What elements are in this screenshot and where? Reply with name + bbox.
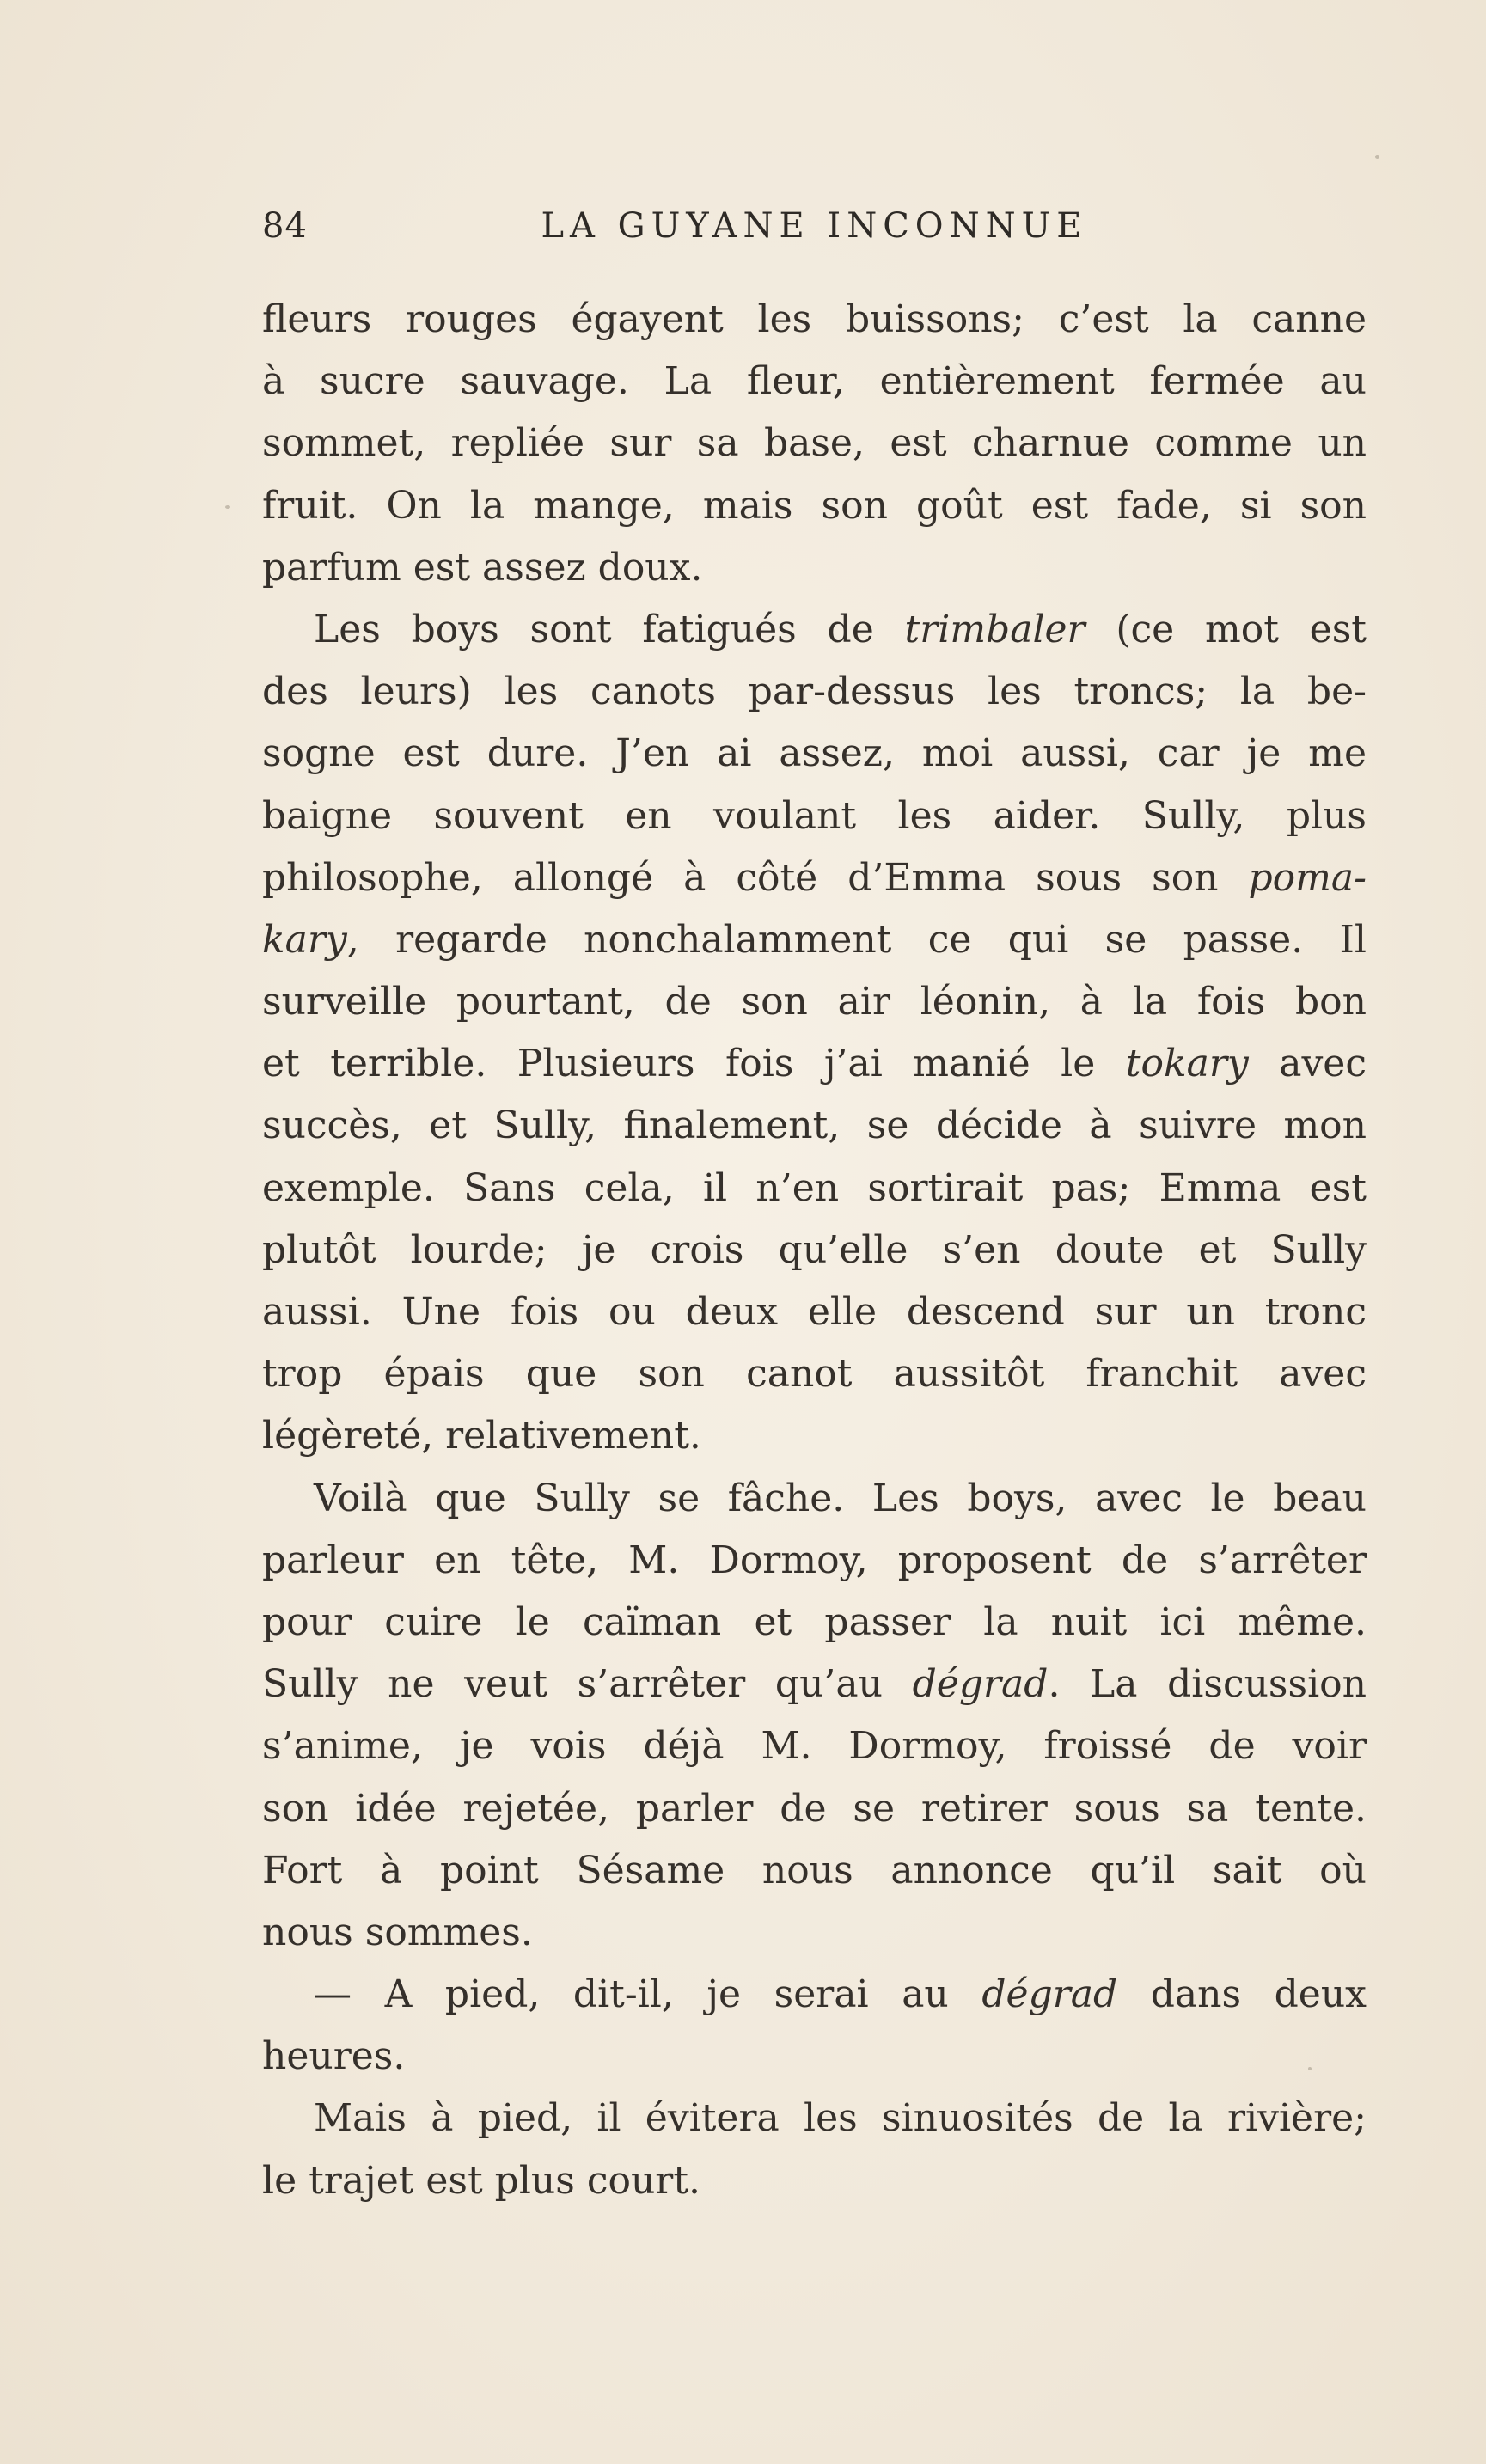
text-line: — A pied, dit-il, je serai au dégrad dans deux [314,1972,1367,2017]
italic-word: kary [262,917,347,962]
text-line: trop épais que son canot aussitôt franchit avec [262,1352,1367,1397]
body-text [262,289,1367,2212]
text-line: nous sommes. [262,1910,533,1954]
text-line: fruit. On la mange, mais son goût est fade, si son [262,483,1367,528]
text-line: des leurs) les canots par-dessus les troncs; la be- [262,669,1367,714]
text-line: son idée rejetée, parler de se retirer sous sa tente. [262,1786,1367,1831]
text-line: heures. [262,2034,406,2079]
text-line: Sully ne veut s’arrêter qu’au dégrad. La discussion [262,1662,1367,1707]
text-line: et terrible. Plusieurs fois j’ai manié le tokary avec [262,1042,1367,1086]
text-line: parleur en tête, M. Dormoy, proposent de s’arrêter [262,1538,1367,1582]
text-line: Les boys sont fatigués de trimbaler (ce mot est [314,607,1367,651]
text-line: légèreté, relativement. [262,1414,701,1458]
text-line: parfum est assez doux. [262,545,703,590]
text-line: s’anime, je vois déjà M. Dormoy, froissé de voir [262,1724,1367,1769]
text-line: exemple. Sans cela, il n’en sortirait pas; Emma est [262,1165,1367,1210]
text-line: surveille pourtant, de son air léonin, à la fois bon [262,980,1367,1024]
text-line: baigne souvent en voulant les aider. Sully, plus [262,793,1367,838]
paper-speck [1375,155,1379,159]
paper-speck [225,505,230,509]
italic-word: trimbaler [904,607,1085,651]
text-line: sogne est dure. J’en ai assez, moi aussi, car je me [262,731,1367,776]
text-line: kary, regarde nonchalamment ce qui se passe. Il [262,917,1367,962]
text-line: Mais à pied, il évitera les sinuosités de la rivière; [314,2096,1367,2141]
page-number: 84 [262,206,308,246]
italic-word: dégrad [912,1662,1049,1707]
text-line: Fort à point Sésame nous annonce qu’il sait où [262,1848,1367,1892]
text-line: aussi. Une fois ou deux elle descend sur un tronc [262,1290,1367,1334]
text-line: Voilà que Sully se fâche. Les boys, avec le beau [314,1476,1367,1520]
italic-word: poma- [1248,855,1367,900]
text-line: le trajet est plus court. [262,2158,700,2203]
text-line: à sucre sauvage. La fleur, entièrement fermée au [262,359,1367,404]
text-line: sommet, repliée sur sa base, est charnue comme un [262,421,1367,466]
running-title: LA GUYANE INCONNUE [541,206,1088,246]
text-line: plutôt lourde; je crois qu’elle s’en doute et Sully [262,1227,1367,1272]
text-line: philosophe, allongé à côté d’Emma sous son poma- [262,855,1367,900]
text-line: succès, et Sully, finalement, se décide à suivre mon [262,1104,1367,1148]
italic-word: dégrad [981,1972,1118,2017]
page-header [262,206,1367,258]
text-line: pour cuire le caïman et passer la nuit ici même. [262,1599,1367,1644]
italic-word: tokary [1125,1042,1249,1086]
text-line: fleurs rouges égayent les buissons; c’est la canne [262,297,1367,341]
